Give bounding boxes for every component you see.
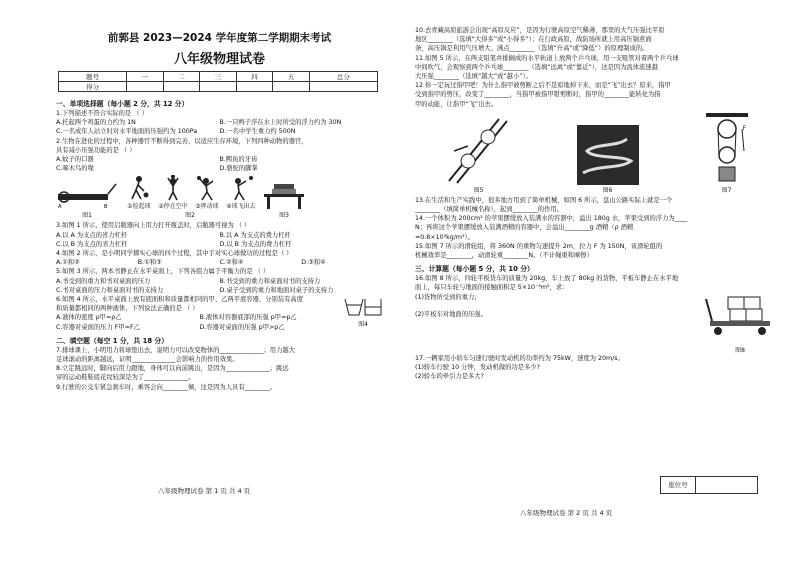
q6-options-2 <box>56 323 343 332</box>
books-on-table-figure <box>262 180 306 210</box>
q5-option-d: D.桌子受到的重力和地面对桌子的支持力 <box>219 286 334 294</box>
figure-4-label: 图4 <box>358 321 368 329</box>
figure-6-label: 图6 <box>602 186 613 194</box>
q4-option-d: D.③和④ <box>301 259 326 267</box>
fig2-label-4: ④球飞出去 <box>226 203 256 211</box>
figure-8 <box>700 293 780 354</box>
seat-number-field[interactable] <box>696 477 757 493</box>
exam-title: 前郭县 2023—2024 学年度第二学期期末考试 <box>107 32 332 44</box>
svg-text:B: B <box>104 204 108 211</box>
q13-line-1: 13.在生活和生产实践中，很多地方用到了简单机械，如图 6 所示，盘山公路实际上就是一个 <box>415 196 673 204</box>
q1-option-d: D.一名中学生重力约 500N <box>219 128 296 136</box>
q7-line-2: 足球滚动的距离越远，证明______________会影响力的作用效果。 <box>56 356 239 364</box>
score-table <box>58 71 378 92</box>
figure-4 <box>343 295 383 332</box>
person-swing-figure <box>192 175 222 201</box>
q4-option-b: B.①和③ <box>137 259 162 267</box>
score-cell: 题号 <box>59 72 127 82</box>
q11-line-2: 中间吹气，会观察到两个乒乓球________（选填“远离”或“靠近”），这是因为流体流速越 <box>415 63 658 71</box>
q5-option-c: C.书对桌面的压力和桌面对书的支持力 <box>56 286 164 294</box>
fig2-label-1: ①捡起球 <box>127 203 151 211</box>
q5-options <box>56 277 383 286</box>
flatbed-cart-figure <box>700 293 780 345</box>
q5-option-a: A.书受到的重力和书对桌面的压力 <box>56 277 151 285</box>
q4-option-c: C.②和④ <box>219 259 244 267</box>
q3-option-a: A.以 A 为支点的省力杠杆 <box>56 231 128 239</box>
score-cell: 一 <box>127 72 164 82</box>
q5-option-b: B.书受到的重力和桌面对书的支持力 <box>219 277 321 285</box>
q2-stem-2: 具有减小压强功能的是 （ ） <box>56 146 136 154</box>
q3-option-d: D.以 B 为支点的费力杠杆 <box>219 240 292 248</box>
q3-option-c: C.以 B 为支点的省力杠杆 <box>56 240 128 248</box>
q1-options-2 <box>56 127 383 136</box>
ping-pong-rails-figure <box>444 111 514 185</box>
q7-line-1: 7.排球课上，小明用力将球垫出去，说明力可以改变物体的______________；用力越大 <box>56 346 295 354</box>
q6-option-c: C.容器对桌面的压力 F甲=F乙 <box>56 323 140 331</box>
figure-2 <box>124 175 256 219</box>
fig2-label-2: ②停在空中 <box>158 203 188 211</box>
q6-stem-1: 6.如图 4 所示，水平桌面上放有底面积和质量都相同的甲、乙两平底容器，分别装有高度 <box>56 296 304 304</box>
score-cell: 四 <box>236 72 273 82</box>
fig2-step-1 <box>124 175 154 210</box>
q2-option-d: D.骆驼的脚掌 <box>219 165 258 173</box>
q14-line-2: N；再将这个苹果摆缓放入装满酒精的容器中，会溢出________g 酒精（ρ 酒精 <box>415 224 634 232</box>
q2-option-b: B.鳄鱼的牙齿 <box>219 156 258 164</box>
q6-block <box>56 295 383 332</box>
q10-line-2: 地区________（选填“大得多”或“小得多”）；在行政高原，战防场所就上用高压锅煮面 <box>415 36 652 44</box>
score-cell <box>236 82 273 92</box>
q16-subquestions <box>415 293 700 354</box>
q16-sub-1: (1)货物所受到的重力； <box>415 293 481 301</box>
q17-sub-1: (1)轿车行驶 10 分钟，发动机做的功是多少? <box>415 363 541 371</box>
q14-line-1: 14.一个体积为 200cm³ 的苹果摆缓放入装满水的容器中，溢出 180g 水，苹果受到的浮力为____ <box>415 215 688 223</box>
q6-text <box>56 295 343 332</box>
q16-line-2: 面上，每只车轮与地面的接触面积是 5×10⁻⁴m²，求： <box>415 284 569 292</box>
q4-option-a: A.①和② <box>56 259 80 267</box>
figure-7-label: 图7 <box>721 186 732 194</box>
q4-stem: 4.如图 2 所示，是小明同学掷实心球的四个过程，其中手对实心球做功的过程是（ ） <box>56 250 293 258</box>
q1-option-c: C.一名成年人站立时对水平地面的压强约为 100Pa <box>56 128 198 136</box>
score-cell <box>200 82 237 92</box>
q3-options-2 <box>56 240 383 249</box>
figure-3 <box>262 180 306 219</box>
q1-options <box>56 118 383 127</box>
q2-options-2 <box>56 164 383 173</box>
containers-figure <box>343 295 383 319</box>
q6-stem-2: 和质量都相同的两种液体，下列说法正确的是 （ ） <box>56 305 199 313</box>
right-footer: 八年级物理试卷 第 2 页 共 4 页 <box>520 509 613 517</box>
section1-heading: 一、单项选择题（每小题 2 分，共 12 分） <box>56 100 189 108</box>
person-throw-figure <box>226 175 256 201</box>
section3-heading: 三、计算题（每小题 5 分，共 10 分） <box>415 265 534 274</box>
section2-heading: 二、填空题（每空 1 分，共 18 分） <box>56 336 169 345</box>
q3-option-b: B.以 A 为支点的费力杠杆 <box>219 231 291 239</box>
q14-line-3: =0.8×10³kg/m³）。 <box>415 233 474 241</box>
q9-line: 9.行驶的公交车紧急刹车时，乘客会向________倾，这是因为人具有________。 <box>56 383 277 391</box>
q6-option-a: A.液体的密度 ρ甲=ρ乙 <box>56 314 122 322</box>
q1-option-b: B.一只鸭子浮在水上时所受的浮力约为 30N <box>219 119 342 127</box>
q4-options <box>56 258 383 267</box>
fig2-step-2 <box>158 175 188 210</box>
mountain-road-photo <box>577 125 639 185</box>
q1-stem: 1.下列描述不符合实际的是 （ ） <box>56 110 148 117</box>
q12-line-1: 12.你一定玩过指甲吧！为什么指甲被剪断之后不是原地掉下来，而是“飞”出去？原来，指甲 <box>415 82 671 90</box>
q6-option-d: D.容器对桌面的压强 p甲>p乙 <box>199 323 285 331</box>
figure-6 <box>577 125 639 194</box>
figure-row-1 <box>56 175 383 219</box>
q3-stem: 3.如图 1 所示，使用启瓶器向上用力打开瓶盖时，启瓶器可视为 （ ） <box>56 222 251 230</box>
q3-options <box>56 231 383 240</box>
seat-number-label: 座位号 <box>661 477 696 493</box>
person-pickup-figure <box>124 175 154 201</box>
score-cell: 得分 <box>59 82 127 92</box>
q5-stem: 5.如图 3 所示，两本书静止在水平桌面上，下列各组力属于平衡力的是 （ ） <box>56 268 270 276</box>
q6-option-b: B.液体对容器底部的压强 p甲=p乙 <box>199 314 297 322</box>
figure-7: F 图7 <box>702 111 752 194</box>
q5-options-2 <box>56 286 383 295</box>
q17-line-1: 17.一辆家用小轿车匀速行驶时发动机的功率约为 75kW，速度为 20m/s。 <box>415 354 624 362</box>
score-header-row <box>59 72 378 82</box>
q11-line-1: 11.如图 5 所示，在两支铅笔并排搁成的水平轨道上放两个乒乓球，用一支吸管对着两个乒乓球 <box>415 54 679 62</box>
q16-line-1: 16.如图 8 所示，四轮平板货车的质量为 20kg，车上放了 80kg 的货物，平板车静止在水平地 <box>415 275 679 283</box>
score-cell: 二 <box>163 72 200 82</box>
score-value-row <box>59 82 378 92</box>
figure-8-label: 图8 <box>735 346 745 354</box>
q2-option-a: A.蚊子的口器 <box>56 156 94 164</box>
score-cell <box>273 82 310 92</box>
q8-line-2: 穿的运动鞋鞋底花纹较深是为了______________。 <box>56 374 195 382</box>
figure-1 <box>56 176 118 219</box>
score-cell <box>127 82 164 92</box>
fig2-step-4 <box>226 175 256 210</box>
q13-line-2: ________（填简单机械名称），起到________的作用。 <box>415 206 563 214</box>
q17-sub-2: (2)轿车的牵引力是多大? <box>415 373 484 381</box>
q10-line-1: 10.去青藏高原旅游会出现“高原反应”，是因为行驶高原空气稀薄，那里的大气压强比平原 <box>415 27 665 34</box>
q15-line-1: 15.如图 7 所示的滑轮组，将 360N 的重物匀速提升 2m，拉力 F 为 150N，该滑轮组的 <box>415 242 663 250</box>
score-cell <box>309 82 377 92</box>
q2-stem-1: 2.生物在进化的过程中，各种器官不断得到完善，以适应生存环境，下列四种动物的器官， <box>56 137 308 145</box>
figure-3-label: 图3 <box>279 212 289 220</box>
fig2-label-3: ③挥动球 <box>195 203 219 211</box>
figure-2-label: 图2 <box>185 212 195 220</box>
person-hold-figure <box>158 175 188 201</box>
q6-options <box>56 313 343 322</box>
score-cell: 总分 <box>309 72 377 82</box>
seat-number-box <box>660 476 758 494</box>
q8-line-1: 8.立定跳远时，脚向后用力蹬地，身体可以向前跳出，是因为______________；跳远 <box>56 365 289 373</box>
score-cell: 三 <box>200 72 237 82</box>
exam-subtitle: 八年级物理试卷 <box>173 52 265 67</box>
score-cell: 五 <box>273 72 310 82</box>
q16-block <box>415 293 780 354</box>
pulley-system-figure <box>702 111 752 185</box>
q2-option-c: C.啄木鸟的喙 <box>56 165 94 173</box>
left-footer: 八年级物理试卷 第 1 页 共 4 页 <box>158 487 251 495</box>
figure-1-label: 图1 <box>82 212 92 220</box>
q15-line-2: 机械效率是________，动滑轮重________N。（不计绳重和摩擦） <box>415 252 593 260</box>
fig2-step-3 <box>192 175 222 210</box>
svg-text:A: A <box>58 204 62 211</box>
figure-5-label: 图5 <box>473 186 484 194</box>
q12-line-3: 甲的动能，让指甲“飞”出去。 <box>415 100 498 108</box>
q12-line-2: 受到指甲的剪压，改变了________，当指甲被指甲钳剪断时，指甲的________能转化为指 <box>415 91 661 99</box>
score-cell <box>163 82 200 92</box>
q11-line-3: 大压强________（选填“越大”或“越小”）。 <box>415 73 532 81</box>
q2-options <box>56 155 383 164</box>
bottle-opener-figure <box>56 176 118 210</box>
q1-option-a: A.托起两个鸡蛋的力约为 1N <box>56 119 136 127</box>
figure-5 <box>444 111 514 194</box>
q10-line-3: 条，高压锅是利用气压增大、沸点________（选填“升高”或“降低”）的原理制成的。 <box>415 45 649 53</box>
q16-sub-2: (2)平板车对地面的压强。 <box>415 310 487 318</box>
figure-row-right <box>415 111 780 194</box>
